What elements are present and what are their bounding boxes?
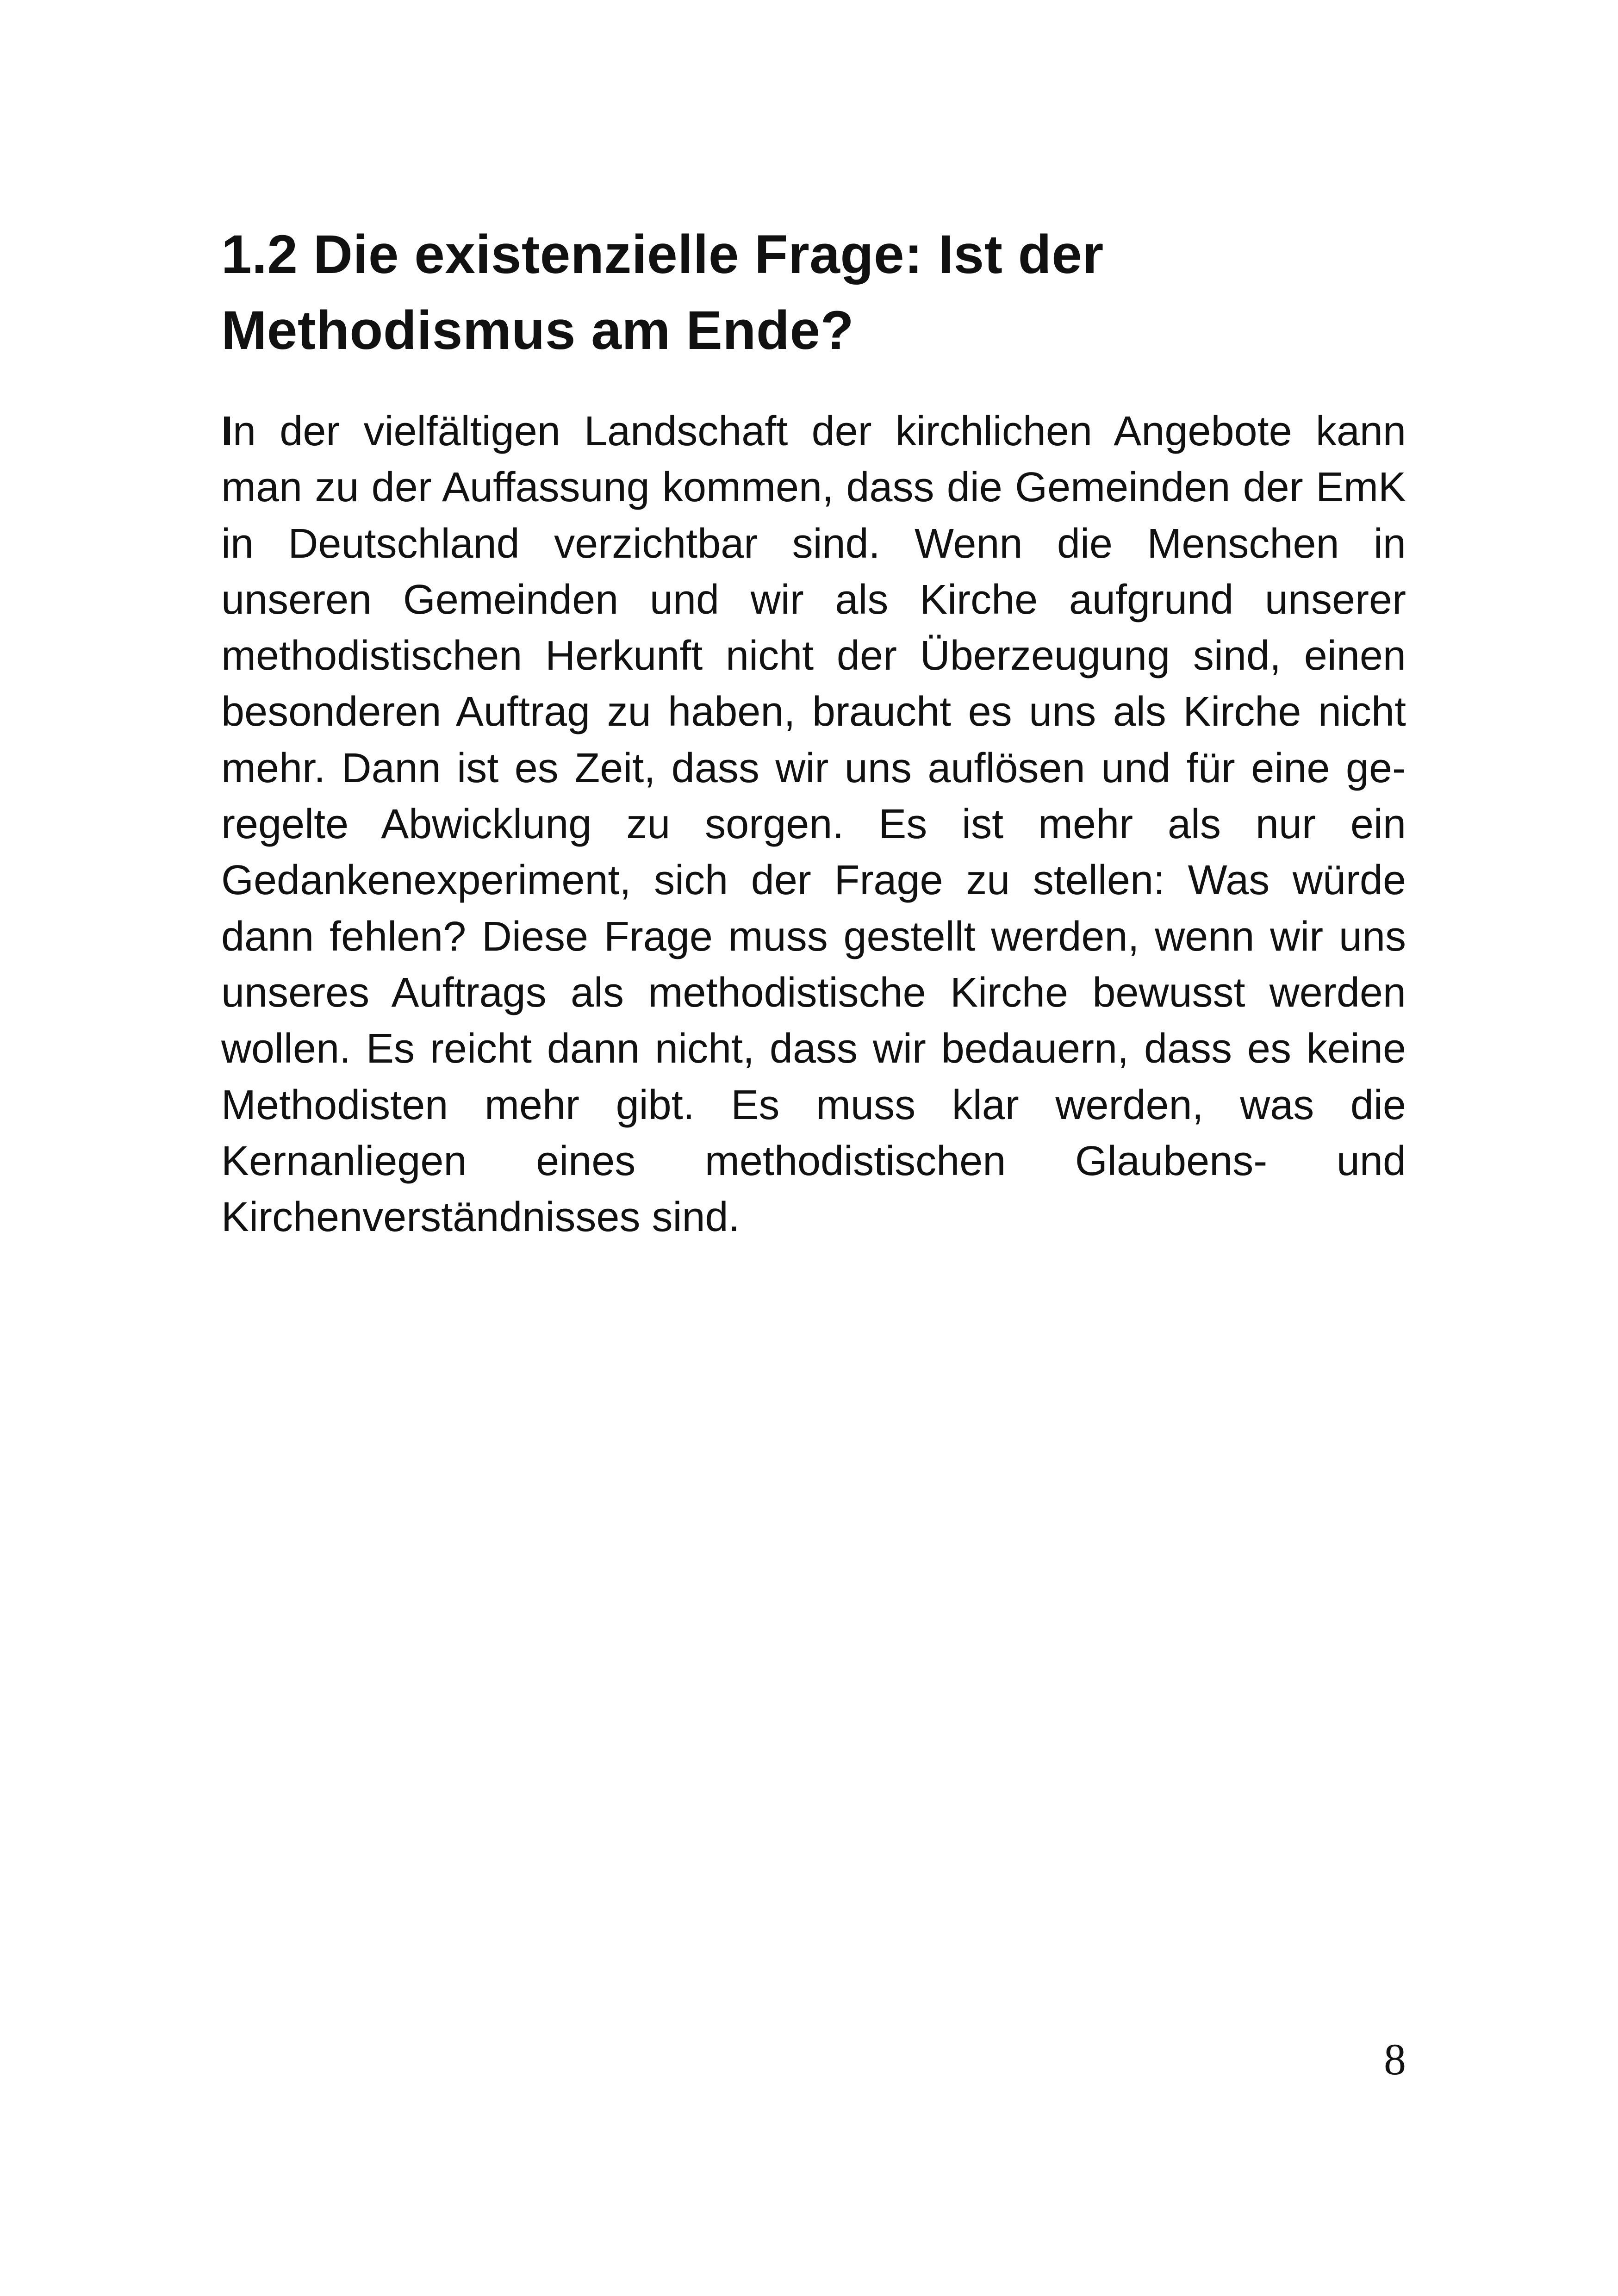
body-paragraph <box>221 404 1406 1245</box>
page-number: 8 <box>1384 2035 1406 2084</box>
paragraph-first-letter: I <box>221 408 233 454</box>
paragraph-text: n der vielfältigen Landschaft der kirchlichen Angebote kann man zu der Auffassung kommen, dass die Gemeinden der EmK in Deutschland verzichtbar sind. Wenn die Menschen in unseren Gemeinden und wir als Kirche aufgrund unserer methodistischen Herkunft nicht der Überzeugung sind, einen besonderen Auftrag zu haben, braucht es uns als Kirche nicht mehr. Dann ist es Zeit, dass wir uns auflösen und für eine geregelte Abwicklung zu sorgen. Es ist mehr als nur ein Gedankenexperiment, sich der Frage zu stellen: Was würde dann fehlen? Diese Frage muss gestellt werden, wenn wir uns unseres Auftrags als methodistische Kirche bewusst werden wollen. Es reicht dann nicht, dass wir bedauern, dass es keine Methodisten mehr gibt. Es muss klar werden, was die Kernanliegen eines methodistischen Glaubens- und Kirchenverständnisses sind. <box>221 408 1406 1241</box>
section-heading: 1.2 Die existenzielle Frage: Ist der Methodismus am Ende? <box>221 224 1104 361</box>
